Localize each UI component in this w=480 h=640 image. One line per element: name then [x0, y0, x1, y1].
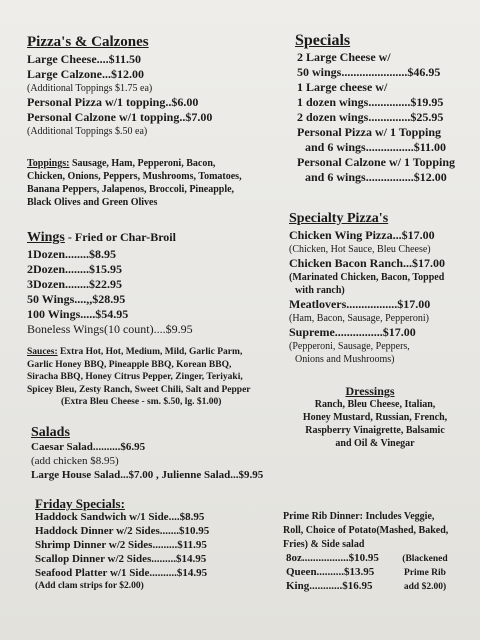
prime-note-line: Prime Rib: [404, 568, 446, 578]
dressings-line: and Oil & Vinegar: [335, 438, 415, 449]
prime-rib-intro: [283, 510, 448, 552]
sauces-note: (Extra Bleu Cheese - sm. $.50, lg. $1.00): [61, 397, 222, 407]
menu-line: Personal Pizza w/1 topping..$6.00: [27, 95, 199, 109]
prime-rib-note: [394, 552, 456, 594]
toppings-label: Toppings:: [27, 158, 70, 169]
menu-line: Personal Pizza w/ 1 Topping: [297, 125, 442, 139]
prime-line: Prime Rib Dinner: Includes Veggie,: [283, 511, 435, 522]
specialty-list: [289, 228, 445, 366]
menu-line: Large House Salad...$7.00 , Julienne Salad...$9.95: [31, 469, 264, 481]
menu-note: (Additional Toppings $.50 ea): [27, 126, 148, 137]
pizza-list: [27, 52, 212, 138]
menu-note: Onions and Mushrooms): [295, 354, 395, 365]
friday-list: [35, 510, 209, 593]
menu-note: (Additional Toppings $1.75 ea): [27, 83, 153, 94]
menu-line: Personal Calzone w/ 1 Topping: [297, 155, 456, 169]
menu-line: 1 Large cheese w/: [297, 80, 388, 94]
menu-note: (Marinated Chicken, Bacon, Topped: [289, 272, 445, 283]
dressings-line: Raspberry Vinaigrette, Balsamic: [305, 425, 445, 436]
menu-line: Personal Calzone w/1 topping..$7.00: [27, 110, 213, 124]
friday-heading: Friday Specials:: [35, 496, 125, 511]
toppings-line: Sausage, Ham, Pepperoni, Bacon,: [69, 158, 216, 169]
menu-line: 1Dozen........$8.95: [27, 247, 116, 261]
sauces-line: Siracha BBQ, Honey Citrus Pepper, Zinger, Teriyaki,: [27, 372, 243, 382]
menu-line: Chicken Wing Pizza...$17.00: [289, 228, 435, 242]
sauces-line: Extra Hot, Hot, Medium, Mild, Garlic Parm,: [57, 347, 243, 357]
menu-note: (Chicken, Hot Sauce, Bleu Cheese): [289, 244, 431, 255]
menu-line: 50 Wings....,,$28.95: [27, 292, 126, 306]
prime-rib-sizes: [286, 551, 379, 593]
prime-note-line: add $2.00): [403, 582, 447, 592]
menu-line: Queen..........$13.95: [286, 566, 375, 578]
toppings-line: Banana Peppers, Jalapenos, Broccoli, Pineapple,: [27, 184, 235, 195]
toppings-line: Black Olives and Green Olives: [27, 197, 158, 208]
wings-heading-row: [27, 230, 176, 246]
menu-line: Haddock Dinner w/2 Sides.......$10.95: [35, 525, 210, 537]
dressings-line: Honey Mustard, Russian, French,: [302, 412, 448, 423]
menu-line: 8oz.................$10.95: [286, 552, 379, 564]
toppings-list: [27, 157, 242, 209]
toppings-line: Chicken, Onions, Peppers, Mushrooms, Tomatoes,: [27, 171, 242, 182]
menu-line: Scallop Dinner w/2 Sides.........$14.95: [35, 553, 207, 565]
wings-heading: Wings: [27, 230, 65, 245]
dressings-heading: Dressings: [345, 384, 395, 398]
menu-line: Seafood Platter w/1 Side..........$14.95: [35, 567, 208, 579]
menu-line: 100 Wings.....$54.95: [27, 307, 129, 321]
sauces-line: Garlic Honey BBQ, Pineapple BBQ, Korean BBQ,: [27, 359, 232, 370]
menu-note: (add chicken $8.95): [31, 455, 119, 467]
dressings-list: [290, 398, 460, 450]
menu-line: 2 dozen wings..............$25.95: [297, 110, 444, 124]
sauces-list: [27, 346, 251, 409]
menu-line: Caesar Salad..........$6.95: [31, 441, 146, 453]
specials-list: [297, 50, 455, 185]
menu-line: 3Dozen........$22.95: [27, 277, 122, 291]
wings-list: [27, 247, 193, 337]
prime-line: Fries) & Side salad: [283, 539, 365, 550]
menu-line: Large Cheese....$11.50: [27, 52, 141, 66]
sauces-line: Spicey Bleu, Zesty Ranch, Sweet Chili, Salt and Pepper: [27, 384, 251, 395]
menu-line: Supreme................$17.00: [289, 325, 416, 339]
menu-note: (Pepperoni, Sausage, Peppers,: [289, 341, 410, 352]
wings-subtitle: - Fried or Char-Broil: [64, 230, 176, 244]
menu-line: and 6 wings................$12.00: [305, 170, 447, 184]
menu-line: 1 dozen wings..............$19.95: [297, 95, 444, 109]
menu-line: Chicken Bacon Ranch...$17.00: [289, 256, 446, 270]
specials-heading: Specials: [295, 32, 351, 49]
menu-line: Boneless Wings(10 count)....$9.95: [27, 322, 193, 336]
prime-line: Roll, Choice of Potato(Mashed, Baked,: [283, 525, 449, 536]
sauces-label: Sauces:: [27, 347, 58, 357]
salads-list: [31, 440, 263, 482]
specialty-heading: Specialty Pizza's: [289, 211, 389, 226]
menu-line: King............$16.95: [286, 580, 373, 592]
menu-line: and 6 wings................$11.00: [305, 140, 447, 154]
prime-note-line: (Blackened: [402, 554, 448, 564]
salads-heading: Salads: [31, 425, 70, 440]
menu-line: 2 Large Cheese w/: [297, 50, 391, 64]
pizza-heading: Pizza's & Calzones: [27, 34, 149, 50]
menu-note: (Add clam strips for $2.00): [35, 581, 144, 591]
menu-line: 50 wings......................$46.95: [297, 65, 441, 79]
menu-line: Large Calzone...$12.00: [27, 67, 144, 81]
menu-line: 2Dozen........$15.95: [27, 262, 122, 276]
dressings-line: Ranch, Bleu Cheese, Italian,: [314, 399, 436, 410]
menu-note: with ranch): [295, 285, 345, 296]
menu-note: (Ham, Bacon, Sausage, Pepperoni): [289, 313, 429, 324]
menu-line: Meatlovers.................$17.00: [289, 297, 431, 311]
menu-line: Shrimp Dinner w/2 Sides.........$11.95: [35, 539, 207, 551]
menu-line: Haddock Sandwich w/1 Side....$8.95: [35, 511, 205, 523]
